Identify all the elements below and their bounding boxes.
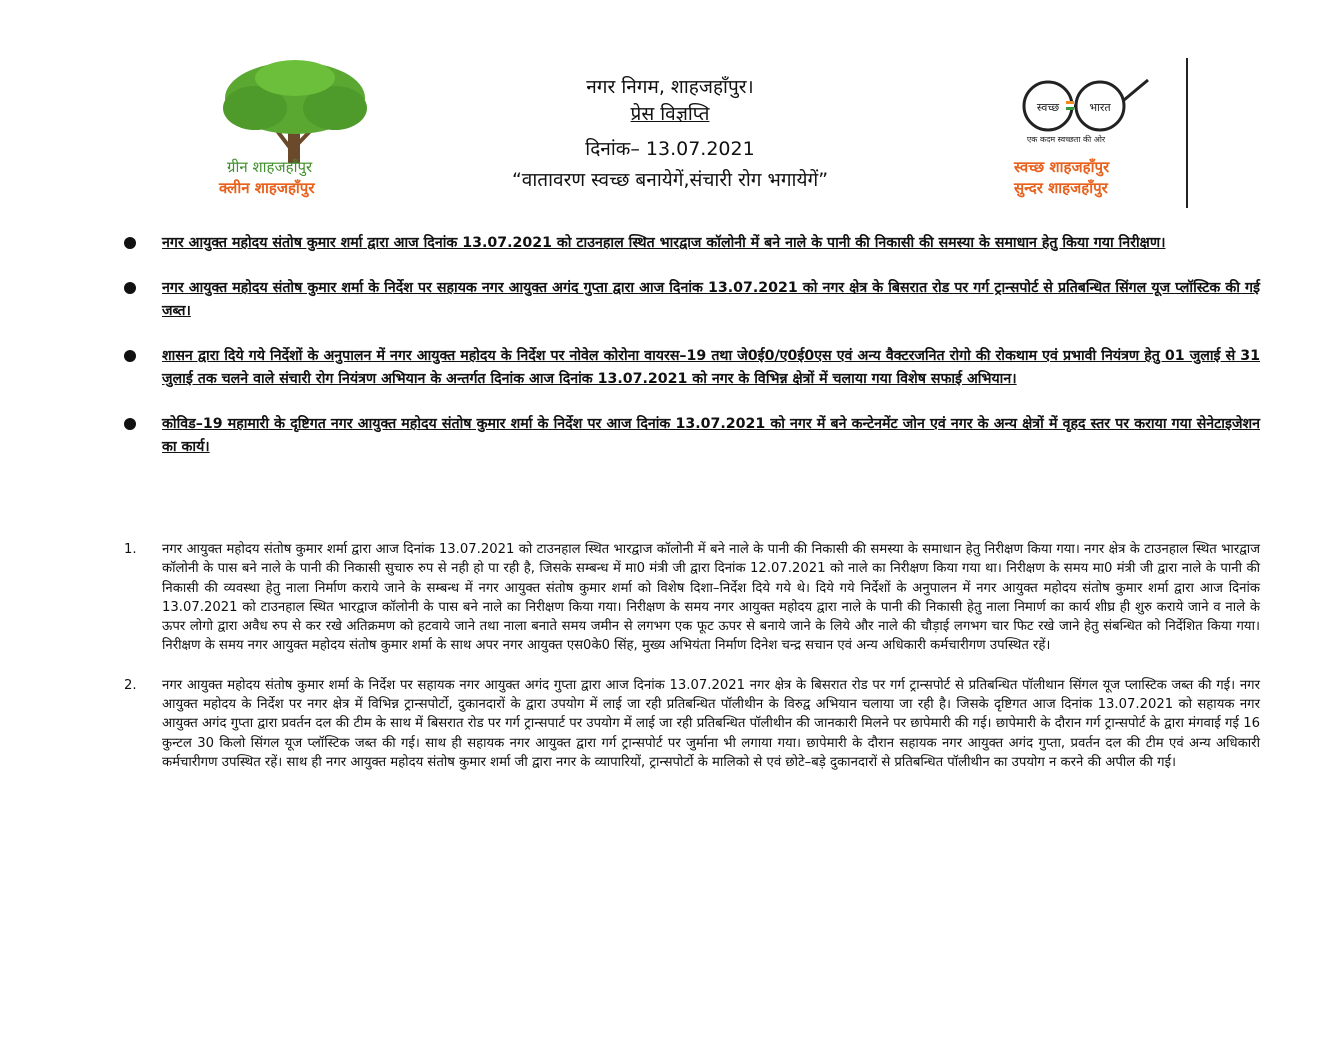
slogan: “वातावरण स्वच्छ बनायेगें,संचारी रोग भगायेगें”: [511, 169, 829, 191]
detail-list: [120, 540, 1260, 792]
list-item-text: नगर आयुक्त महोदय संतोष कुमार शर्मा के निर्देश पर सहायक नगर आयुक्त अगंद गुप्ता द्वारा आज दिनांक 13.07.2021 को नगर क्षेत्र के बिसरात रोड पर गर्ग ट्रान्सपोर्ट से प्रतिबन्धित सिंगल यूज प्लॉस्टिक की गई जब्त।: [162, 280, 1260, 319]
list-item: [120, 345, 1260, 391]
green-tree-logo: [195, 58, 395, 198]
paragraph-number: 2.: [124, 677, 137, 693]
list-item-text: कोविड–19 महामारी के दृष्टिगत नगर आयुक्त महोदय संतोष कुमार शर्मा के निर्देश पर आज दिनांक 13.07.2021 को नगर में बने कन्टेनमेंट जोन एवं नगर के अन्य क्षेत्रों में वृहद स्तर पर कराया गया सेनेटाइजेशन का कार्य।: [162, 416, 1260, 455]
swachh-logo-text-right: भारत: [1089, 101, 1111, 114]
list-item: [120, 413, 1260, 459]
swachh-shahjahanpur-caption: स्वच्छ शाहजहाँपुर: [1014, 158, 1110, 176]
list-item-text: शासन द्वारा दिये गये निर्देशों के अनुपालन में नगर आयुक्त महोदय के निर्देश पर नोवेल कोरोना वायरस–19 तथा जे0ई0/ए0ई0एस एवं अन्य वैक्टरजनित रोगो की रोकथाम एवं प्रभावी नियंत्रण हेतु 01 जुलाई से 31 जुलाई तक चलने वाले संचारी रोग नियंत्रण अभियान के अन्तर्गत दिनांक आज दिनांक 13.07.2021 को नगर के विभिन्न क्षेत्रों में चलाया गया विशेष सफाई अभियान।: [162, 348, 1260, 387]
highlight-list: [120, 232, 1260, 481]
list-item: [120, 277, 1260, 323]
numbered-paragraph: [120, 676, 1260, 772]
bullet-icon: [124, 350, 136, 362]
press-release-title: प्रेस विज्ञप्ति: [630, 103, 710, 125]
document-heading: [400, 74, 940, 194]
organization-name: नगर निगम, शाहजहाँपुर।: [586, 76, 754, 98]
bullet-icon: [124, 282, 136, 294]
release-date: दिनांक– 13.07.2021: [585, 138, 755, 160]
list-item: [120, 232, 1260, 255]
paragraph-number: 1.: [124, 542, 137, 557]
paragraph-text: नगर आयुक्त महोदय संतोष कुमार शर्मा द्वारा आज दिनांक 13.07.2021 को टाउनहाल स्थित भारद्वाज कॉलोनी में बने नाले के पानी की निकासी की समस्या के समाधान हेतु निरीक्षण किया गया। नगर क्षेत्र के टाउनहाल स्थित भारद्वाज कॉलोनी के पास बने नाले के पानी की निकासी सुचारु रुप से नही हो पा रही है, जिसके सम्बन्ध में मा0 मंत्री जी द्वारा दिनांक 12.07.2021 को नाले का निरीक्षण किया गया था। निरीक्षण के समय मा0 मंत्री जी द्वारा नाले के पानी की निकासी की व्यवस्था हेतु नाला निर्माण कराये जाने के सम्बन्ध में नगर आयुक्त संतोष कुमार शर्मा को विशेष दिशा–निर्देश दिये गये थे। दिये गये निर्देशों के अनुपालन में नगर आयुक्त महोदय संतोष कुमार शर्मा द्वारा आज दिनांक 13.07.2021 को टाउनहाल स्थित भारद्वाज कॉलोनी के पास बने नाले का निरीक्षण किया गया। निरीक्षण के समय नगर आयुक्त महोदय द्वारा नाले के पानी की निकासी हेतु नाला निमार्ण का कार्य शीघ्र ही शुरु कराये जाने व नाले के ऊपर लोगो द्वारा अवैध रुप से कर रखे अतिक्रमण को हटवाये जाने तथा नाला बनाते समय जमीन से लगभग एक फूट ऊपर से बनाये जाने के लिये और नाले की चौड़ाई लगभग चार फिट रखे जाने हेतु संबन्धित को निर्देशित किया गया। निरीक्षण के समय नगर आयुक्त महोदय संतोष कुमार शर्मा के साथ अपर नगर आयुक्त एस0के0 सिंह, मुख्य अभियंता निर्माण दिनेश चन्द्र सचान एवं अन्य अधिकारी कर्मचारीगण उपस्थित रहें।: [162, 542, 1260, 654]
green-shahjahanpur-caption: ग्रीन शाहजहाँपुर: [227, 158, 313, 176]
list-item-text: नगर आयुक्त महोदय संतोष कुमार शर्मा द्वारा आज दिनांक 13.07.2021 को टाउनहाल स्थित भारद्वाज कॉलोनी में बने नाले के पानी की निकासी की समस्या के समाधान हेतु किया गया निरीक्षण।: [162, 235, 1166, 251]
sundar-shahjahanpur-caption: सुन्दर शाहजहाँपुर: [1014, 179, 1108, 197]
bullet-icon: [124, 418, 136, 430]
paragraph-text: नगर आयुक्त महोदय संतोष कुमार शर्मा के निर्देश पर सहायक नगर आयुक्त अगंद गुप्ता द्वारा आज दिनांक 13.07.2021 नगर क्षेत्र के बिसरात रोड पर गर्ग ट्रान्सपोर्ट से प्रतिबन्धित पॉलीथान सिंगल यूज प्लास्टिक जब्त की गई। नगर आयुक्त महोदय के निर्देश पर नगर क्षेत्र में विभिन्न ट्रान्सपोर्टो, दुकानदारों के द्वारा उपयोग में लाई जा रही प्रतिबन्धित पॉलीथीन के विरुद्व अभियान चलाया जा रही है। जिसके दृष्टिगत आज दिनांक 13.07.2021 को सहायक नगर आयुक्त अगंद गुप्ता द्वारा प्रवर्तन दल की टीम के साथ में बिसरात रोड पर गर्ग ट्रान्सपार्ट पर उपयोग में लाई जा रही प्रतिबन्धित पॉलीथीन की जानकारी मिलने पर छापेमारी की गई। छापेमारी के दौरान गर्ग ट्रान्सपोर्ट के द्वारा मंगवाई गई 16 कुन्टल 30 किलो सिंगल यूज प्लॉस्टिक जब्त की गई। साथ ही सहायक नगर आयुक्त द्वारा गर्ग ट्रान्सपोर्ट पर जुर्माना भी लगाया गया। छापेमारी के दौरान सहायक नगर आयुक्त अगंद गुप्ता, प्रवर्तन दल की टीम एवं अन्य अधिकारी कर्मचारीगण उपस्थित रहें। साथ ही नगर आयुक्त महोदय संतोष कुमार शर्मा जी द्वारा नगर के व्यापारियों, ट्रान्सपोर्टो के मालिको से एवं छोटे–बड़े दुकानदारों से प्रतिबन्धित पॉलीथीन का उपयोग न करने की अपील की गई।: [162, 677, 1260, 770]
clean-shahjahanpur-caption: क्लीन शाहजहाँपुर: [219, 179, 315, 197]
swachh-logo-text-left: स्वच्छ: [1036, 101, 1060, 114]
swachh-bharat-logo: [1010, 76, 1150, 146]
numbered-paragraph: [120, 540, 1260, 656]
bullet-icon: [124, 237, 136, 249]
swachh-tagline: एक कदम स्वच्छता की ओर: [1026, 135, 1106, 144]
header-divider: [1186, 58, 1188, 208]
letterhead: [0, 0, 1340, 220]
